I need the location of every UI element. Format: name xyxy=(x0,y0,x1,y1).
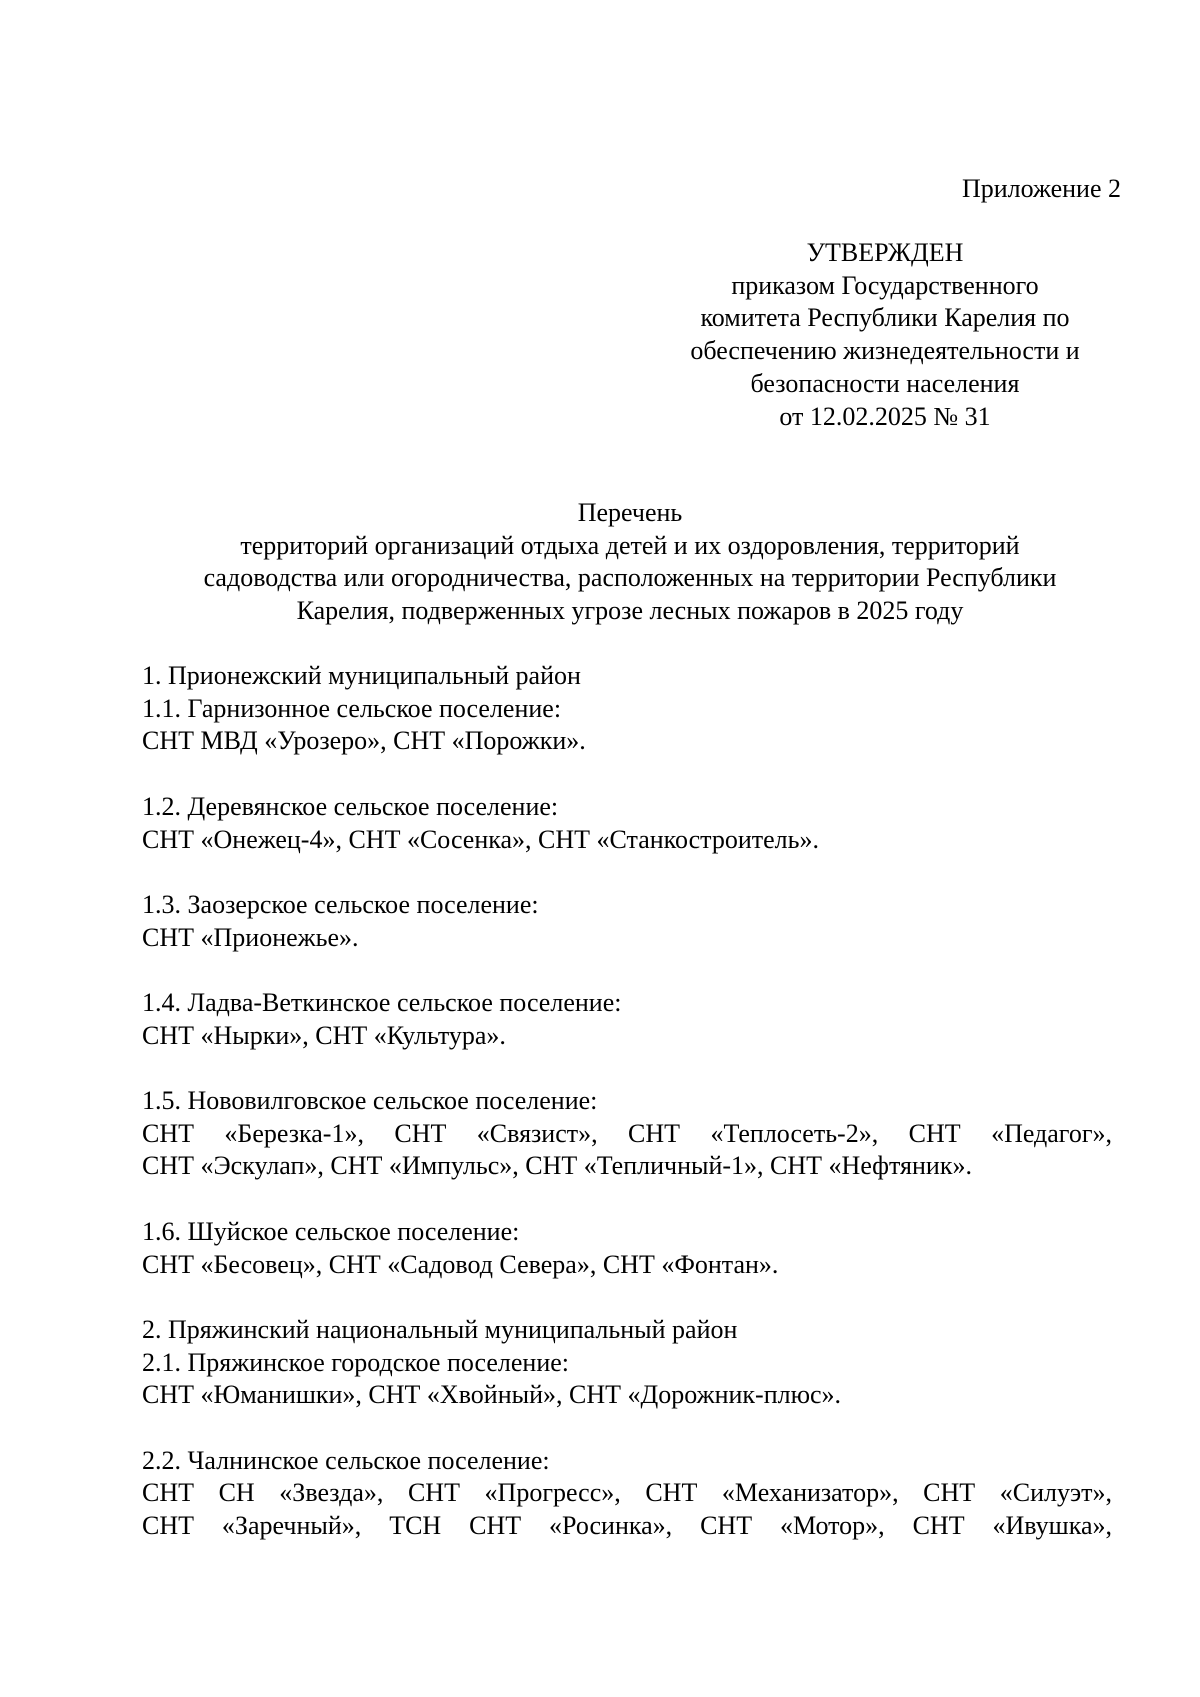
spacer xyxy=(142,1281,1112,1314)
subsection-heading: 1.6. Шуйское сельское поселение: xyxy=(142,1216,520,1246)
document-title xyxy=(140,497,1120,628)
approval-date: от 12.02.2025 № 31 xyxy=(779,401,991,431)
subsection-text: СНТ «Бесовец», СНТ «Садовод Севера», СНТ «Фонтан». xyxy=(142,1249,779,1279)
approval-line: комитета Республики Карелия по xyxy=(700,303,1070,333)
subsection-text: СНТ СН «Звезда», СНТ «Прогресс», СНТ «Механизатор», СНТ «Силуэт», xyxy=(142,1478,1112,1508)
spacer xyxy=(142,856,1112,889)
spacer xyxy=(142,1412,1112,1445)
section-heading: 1. Прионежский муниципальный район xyxy=(142,661,581,690)
subsection-text: СНТ «Нырки», СНТ «Культура». xyxy=(142,1020,506,1050)
appendix-label: Приложение 2 xyxy=(961,174,1121,203)
spacer xyxy=(142,758,1112,791)
approval-line: безопасности населения xyxy=(750,368,1020,398)
title-line: Перечень xyxy=(577,498,683,527)
approval-block xyxy=(660,237,1110,433)
spacer xyxy=(142,954,1112,987)
title-line: территорий организаций отдыха детей и их оздоровления, территорий xyxy=(240,530,1020,560)
subsection-text: СНТ «Юманишки», СНТ «Хвойный», СНТ «Дорожник-плюс». xyxy=(142,1380,842,1410)
section-heading: 2. Пряжинский национальный муниципальный район xyxy=(142,1314,738,1344)
approval-line: приказом Государственного xyxy=(731,270,1039,300)
subsection-text: СНТ «Заречный», ТСН СНТ «Росинка», СНТ «Мотор», СНТ «Ивушка», xyxy=(142,1511,1112,1541)
subsection-heading: 1.3. Заозерское сельское поселение: xyxy=(142,889,539,919)
subsection-heading: 2.1. Пряжинское городское поселение: xyxy=(142,1347,570,1377)
subsection-heading: 1.2. Деревянское сельское поселение: xyxy=(142,791,559,821)
subsection-heading: 1.5. Нововилговское сельское поселение: xyxy=(142,1086,598,1116)
subsection-heading: 2.2. Чалнинское сельское поселение: xyxy=(142,1445,550,1475)
approval-line: обеспечению жизнедеятельности и xyxy=(690,336,1080,366)
title-line: садоводства или огородничества, расположенных на территории Республики xyxy=(203,563,1057,593)
subsection-text: СНТ «Прионежье». xyxy=(142,922,359,952)
subsection-text: СНТ «Эскулап», СНТ «Импульс», СНТ «Тепличный-1», СНТ «Нефтяник». xyxy=(142,1151,972,1181)
subsection-heading: 1.1. Гарнизонное сельское поселение: xyxy=(142,693,562,723)
subsection-text: СНТ «Онежец-4», СНТ «Сосенка», СНТ «Станкостроитель». xyxy=(142,824,820,854)
document-body xyxy=(142,660,1112,1543)
spacer xyxy=(142,1052,1112,1085)
subsection-heading: 1.4. Ладва-Веткинское сельское поселение: xyxy=(142,987,622,1017)
subsection-text: СНТ МВД «Урозеро», СНТ «Порожки». xyxy=(142,726,586,756)
approval-line: УТВЕРЖДЕН xyxy=(806,238,964,267)
title-line: Карелия, подверженных угрозе лесных пожаров в 2025 году xyxy=(296,596,964,626)
subsection-text: СНТ «Березка-1», СНТ «Связист», СНТ «Теплосеть-2», СНТ «Педагог», xyxy=(142,1118,1112,1148)
spacer xyxy=(142,1183,1112,1216)
